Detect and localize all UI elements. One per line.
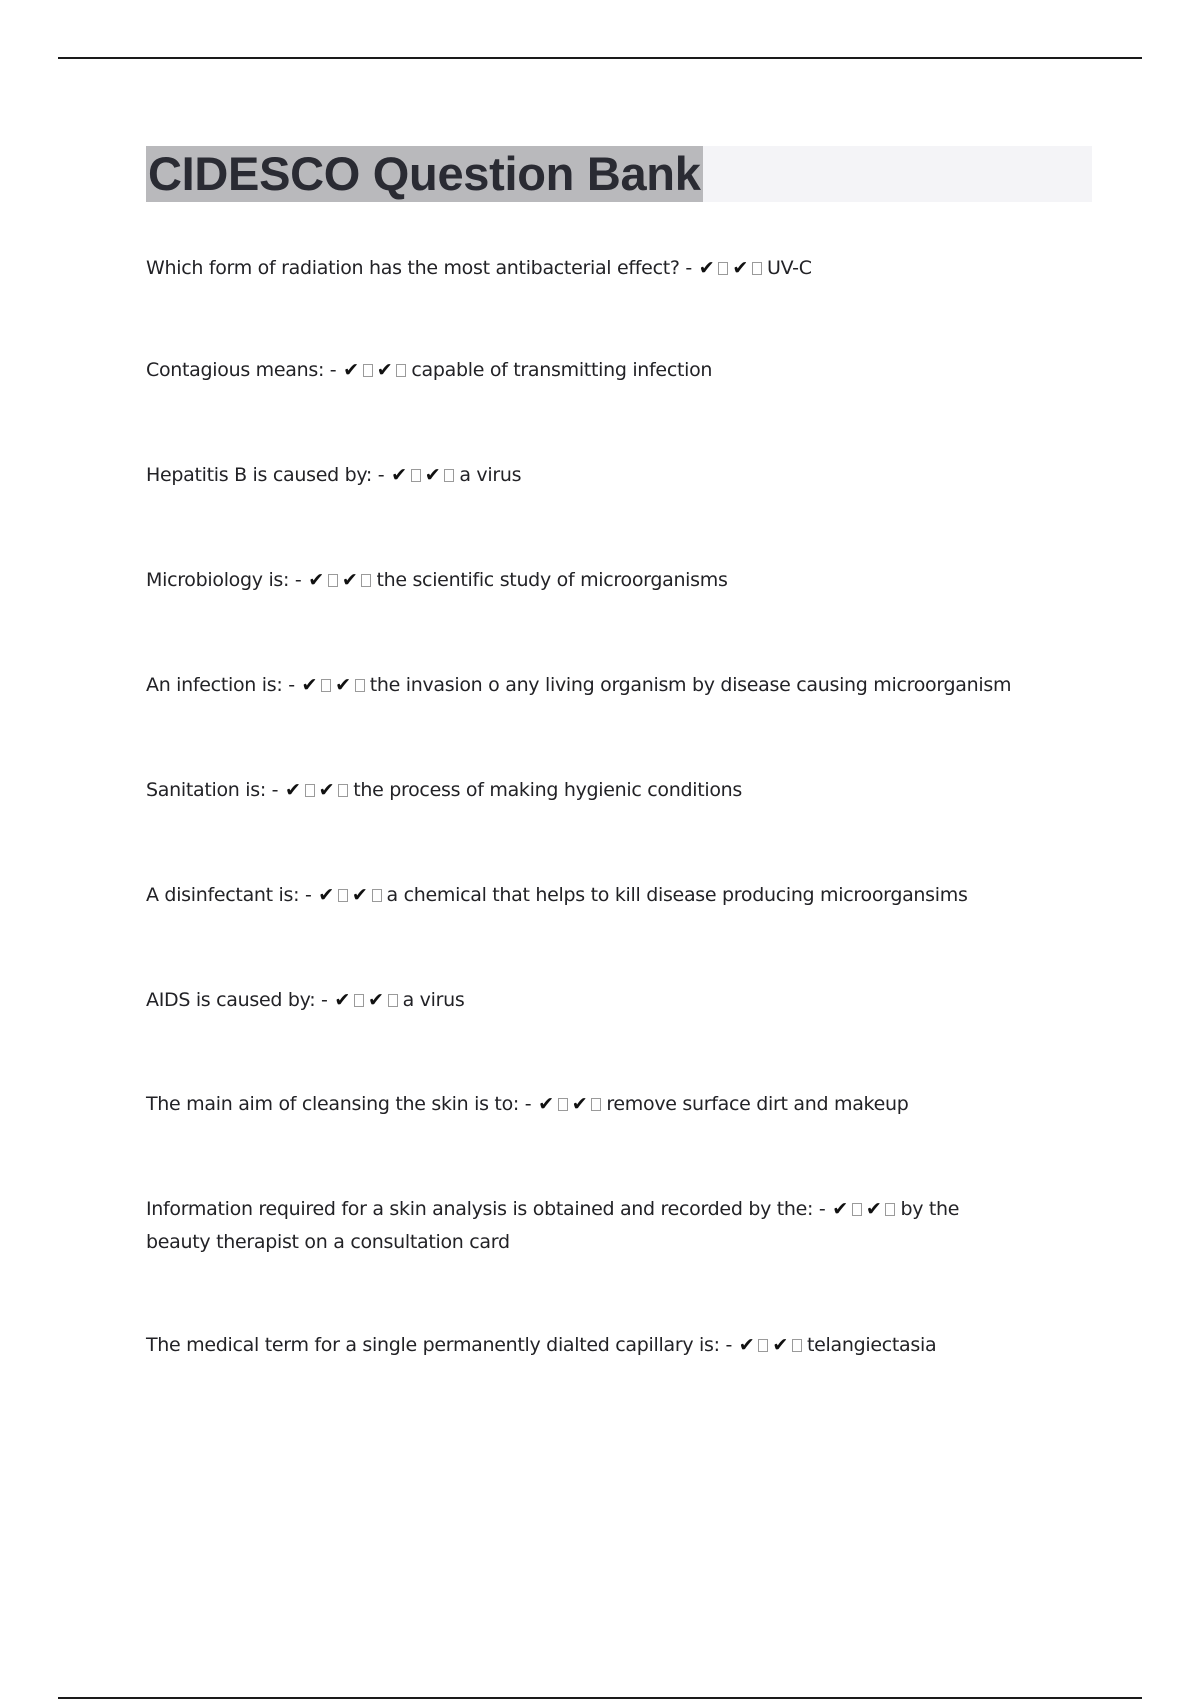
check-icon: ✔ bbox=[698, 257, 715, 279]
check-icon: ✔ bbox=[865, 1198, 882, 1220]
answer-marker bbox=[739, 1329, 806, 1362]
answer-text: by the beauty therapist on a consultation card bbox=[146, 1198, 960, 1253]
answer-marker bbox=[302, 669, 369, 702]
answer-text: capable of transmitting infection bbox=[411, 359, 713, 381]
box-icon bbox=[591, 1098, 601, 1111]
box-icon bbox=[338, 889, 348, 902]
answer-text: UV-C bbox=[766, 257, 812, 279]
answer-text: remove surface dirt and makeup bbox=[606, 1093, 909, 1115]
check-icon: ✔ bbox=[335, 674, 351, 696]
answer-text: the process of making hygienic conditions bbox=[353, 779, 743, 801]
check-icon: ✔ bbox=[301, 674, 318, 696]
answer-marker bbox=[343, 354, 410, 387]
check-icon: ✔ bbox=[308, 569, 324, 591]
question-text: Contagious means: bbox=[146, 359, 325, 381]
qa-item: Contagious means: - ✔ ✔ capable of transmitting infection bbox=[146, 354, 1046, 387]
box-icon bbox=[444, 469, 454, 482]
box-icon bbox=[558, 1098, 568, 1111]
check-icon: ✔ bbox=[571, 1093, 588, 1115]
box-icon bbox=[885, 1203, 895, 1216]
check-icon: ✔ bbox=[343, 359, 359, 381]
answer-marker bbox=[538, 1088, 605, 1121]
box-icon bbox=[411, 469, 421, 482]
qa-item: The main aim of cleansing the skin is to: - ✔ ✔ remove surface dirt and makeup bbox=[146, 1088, 1046, 1121]
qa-item: Sanitation is: - ✔ ✔ the process of making hygienic conditions bbox=[146, 774, 1046, 807]
qa-item: The medical term for a single permanently dialted capillary is: - ✔ ✔ telangiectasia bbox=[146, 1329, 1046, 1362]
box-icon bbox=[354, 994, 364, 1007]
question-text: An infection is: bbox=[146, 674, 283, 696]
qa-item: Hepatitis B is caused by: - ✔ ✔ a virus bbox=[146, 459, 1046, 492]
answer-marker bbox=[832, 1193, 899, 1226]
box-icon bbox=[355, 679, 365, 692]
question-text: Which form of radiation has the most antibacterial effect? bbox=[146, 257, 680, 279]
box-icon bbox=[792, 1339, 802, 1352]
check-icon: ✔ bbox=[772, 1334, 788, 1356]
qa-item: A disinfectant is: - ✔ ✔ a chemical that helps to kill disease producing microorgansims bbox=[146, 879, 1046, 912]
box-icon bbox=[852, 1203, 862, 1216]
box-icon bbox=[338, 784, 348, 797]
answer-text: the invasion o any living organism by disease causing microorganism bbox=[369, 674, 1012, 696]
qa-item: Information required for a skin analysis is obtained and recorded by the: - ✔ ✔ by the beauty therapist on a consultation card bbox=[146, 1193, 1026, 1259]
qa-item: An infection is: - ✔ ✔ the invasion o any living organism by disease causing microorganism bbox=[146, 669, 1046, 702]
answer-marker bbox=[391, 459, 458, 492]
check-icon: ✔ bbox=[732, 257, 748, 279]
question-text: The medical term for a single permanently dialted capillary is: bbox=[146, 1334, 720, 1356]
answer-marker bbox=[334, 984, 401, 1017]
check-icon: ✔ bbox=[318, 779, 335, 801]
check-icon: ✔ bbox=[424, 464, 441, 486]
answer-marker bbox=[318, 879, 385, 912]
check-icon: ✔ bbox=[284, 779, 301, 801]
answer-text: a virus bbox=[459, 464, 522, 486]
box-icon bbox=[305, 784, 315, 797]
check-icon: ✔ bbox=[738, 1334, 755, 1356]
box-icon bbox=[718, 262, 728, 275]
answer-text: a virus bbox=[402, 989, 465, 1011]
question-text: A disinfectant is: bbox=[146, 884, 300, 906]
check-icon: ✔ bbox=[391, 464, 407, 486]
qa-item: Microbiology is: - ✔ ✔ the scientific study of microorganisms bbox=[146, 564, 1046, 597]
answer-marker bbox=[308, 564, 375, 597]
box-icon bbox=[361, 574, 371, 587]
check-icon: ✔ bbox=[376, 359, 393, 381]
answer-marker bbox=[699, 252, 766, 285]
box-icon bbox=[363, 364, 373, 377]
check-icon: ✔ bbox=[341, 569, 358, 591]
qa-item: AIDS is caused by: - ✔ ✔ a virus bbox=[146, 984, 1046, 1017]
question-text: Microbiology is: bbox=[146, 569, 290, 591]
answer-marker bbox=[285, 774, 352, 807]
question-text: Information required for a skin analysis is obtained and recorded by the: bbox=[146, 1198, 814, 1220]
box-icon bbox=[321, 679, 331, 692]
box-icon bbox=[388, 994, 398, 1007]
check-icon: ✔ bbox=[832, 1198, 848, 1220]
box-icon bbox=[752, 262, 762, 275]
check-icon: ✔ bbox=[351, 884, 368, 906]
check-icon: ✔ bbox=[334, 989, 350, 1011]
top-rule bbox=[58, 57, 1142, 59]
question-text: Sanitation is: bbox=[146, 779, 266, 801]
check-icon: ✔ bbox=[318, 884, 334, 906]
page-title: CIDESCO Question Bank bbox=[148, 147, 701, 200]
answer-text: the scientific study of microorganisms bbox=[376, 569, 728, 591]
qa-item: Which form of radiation has the most antibacterial effect? - ✔ ✔ UV-C bbox=[146, 252, 1046, 285]
bottom-rule bbox=[58, 1697, 1142, 1699]
box-icon bbox=[396, 364, 406, 377]
check-icon: ✔ bbox=[367, 989, 384, 1011]
box-icon bbox=[328, 574, 338, 587]
check-icon: ✔ bbox=[538, 1093, 554, 1115]
answer-text: telangiectasia bbox=[807, 1334, 937, 1356]
question-text: AIDS is caused by: bbox=[146, 989, 316, 1011]
question-text: Hepatitis B is caused by: bbox=[146, 464, 373, 486]
answer-text: a chemical that helps to kill disease producing microorgansims bbox=[386, 884, 968, 906]
box-icon bbox=[372, 889, 382, 902]
box-icon bbox=[758, 1339, 768, 1352]
question-text: The main aim of cleansing the skin is to: bbox=[146, 1093, 520, 1115]
